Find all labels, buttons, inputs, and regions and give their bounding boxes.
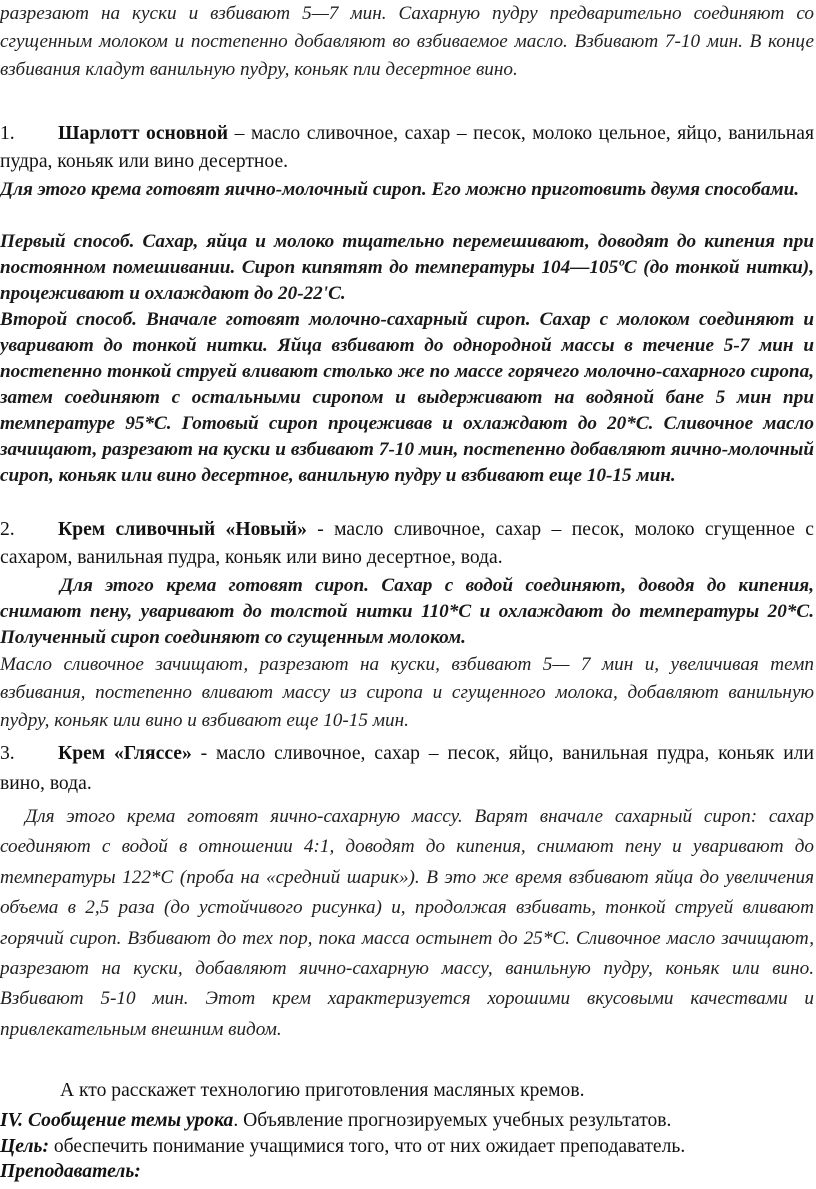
section-heading: IV. Сообщение темы урока	[0, 1110, 234, 1131]
section-lesson-topic	[0, 1107, 814, 1135]
teacher-heading	[0, 1158, 814, 1186]
recipe-ingredients: - масло сливочное, сахар – песок, яйцо, ванильная пудра, коньяк или вино, вода.	[0, 743, 814, 794]
item-number: 1.	[0, 123, 15, 144]
recipe-title: Шарлотт основной	[58, 123, 229, 144]
item-number: 2.	[0, 519, 15, 540]
goal-text: обеспечить понимание учащимися того, что от них ожидает преподаватель.	[48, 1136, 686, 1157]
paragraph-novyi-syrup: Для этого крема готовят сироп. Сахар с водой соединяют, доводя до кипения, снимают пену, уваривают до толстой нитки 110*С и охлаждают до температуры 20*С. Полученный сироп соединяют со сгущенным молоком.	[0, 575, 814, 648]
goal-label: Цель:	[0, 1136, 49, 1157]
recipe-title: Крем «Гляссе»	[58, 743, 192, 764]
recipe-item-glyasse	[0, 739, 814, 799]
teacher-label: Преподаватель:	[0, 1161, 141, 1182]
paragraph-first-method: Первый способ. Сахар, яйца и молоко тщательно перемешивают, доводят до кипения при постоянном помешивании. Сироп кипятят до температуры 104—105ºС (до тонкой нитки), процеживают и охлаждают до 20-22'С.	[0, 231, 814, 304]
recipe-title: Крем сливочный «Новый»	[58, 519, 307, 540]
paragraph-glyasse-method: Для этого крема готовят яично-сахарную массу. Варят вначале сахарный сироп: сахар соединяют с водой в отношении 4:1, доводят до кипения, снимают пену и уваривают до температуры 122*С (проба на «средний шарик»). В это же время взбивают яйца до увеличения объема в 2,5 раза (до устойчивого рисунка) и, продолжая взбивать, тонкой струей вливают горячий сироп. Взбивают до тех пор, пока масса остынет до 25*С. Сливочное масло зачищают, разрезают на куски, добавляют яично-сахарную массу, ванильную пудру, коньяк или вино. Взбивают 5-10 мин. Этот крем характеризуется хорошими вкусовыми качествами и привлекательным внешним видом.	[0, 806, 814, 1040]
recipe-ingredients: - масло сливочное, сахар – песок, молоко сгущенное с сахаром, ванильная пудра, коньяк или вино десертное, вода.	[0, 519, 814, 568]
teacher-question: А кто расскажет технологию приготовления масляных кремов.	[60, 1080, 585, 1101]
recipe-item-novyi	[0, 516, 814, 572]
section-text: . Объявление прогнозируемых учебных результатов.	[233, 1110, 672, 1131]
paragraph-syrup-intro: Для этого крема готовят яично-молочный сироп. Его можно приготовить двумя способами.	[0, 179, 800, 200]
paragraph-novyi-whipping: Масло сливочное зачищают, разрезают на куски, взбивают 5— 7 мин и, увеличивая темп взбивания, постепенно вливают массу из сиропа и сгущенного молока, добавляют ванильную пудру, коньяк или вино и взбивают еще 10-15 мин.	[0, 654, 814, 731]
item-number: 3.	[0, 743, 15, 764]
lesson-goal	[0, 1133, 814, 1161]
recipe-item-sharlott	[0, 120, 814, 176]
paragraph-second-method: Второй способ. Вначале готовят молочно-сахарный сироп. Сахар с молоком соединяют и уваривают до тонкой нитки. Яйца взбивают до однородной массы в течение 5-7 мин и постепенно тонкой струей вливают столько же по массе горячего молочно-сахарного сиропа, затем соединяют с остальными сиропом и выдерживают на водяной бане 5 мин при температуре 95*С. Готовый сироп процеживав и охлаждают до 20*С. Сливочное масло зачищают, разрезают на куски и взбивают 7-10 мин, постепенно добавляют яично-молочный сироп, коньяк или вино десертное, ванильную пудру и взбивают еще 10-15 мин.	[0, 309, 814, 486]
recipe-ingredients: – масло сливочное, сахар – песок, молоко цельное, яйцо, ванильная пудра, коньяк или вино десертное.	[0, 123, 814, 172]
paragraph-butter-cream-end: разрезают на куски и взбивают 5—7 мин. Сахарную пудру предварительно соединяют со сгущенным молоком и постепенно добавляют во взбиваемое масло. Взбивают 7-10 мин. В конце взбивания кладут ванильную пудру, коньяк пли десертное вино.	[0, 3, 814, 80]
